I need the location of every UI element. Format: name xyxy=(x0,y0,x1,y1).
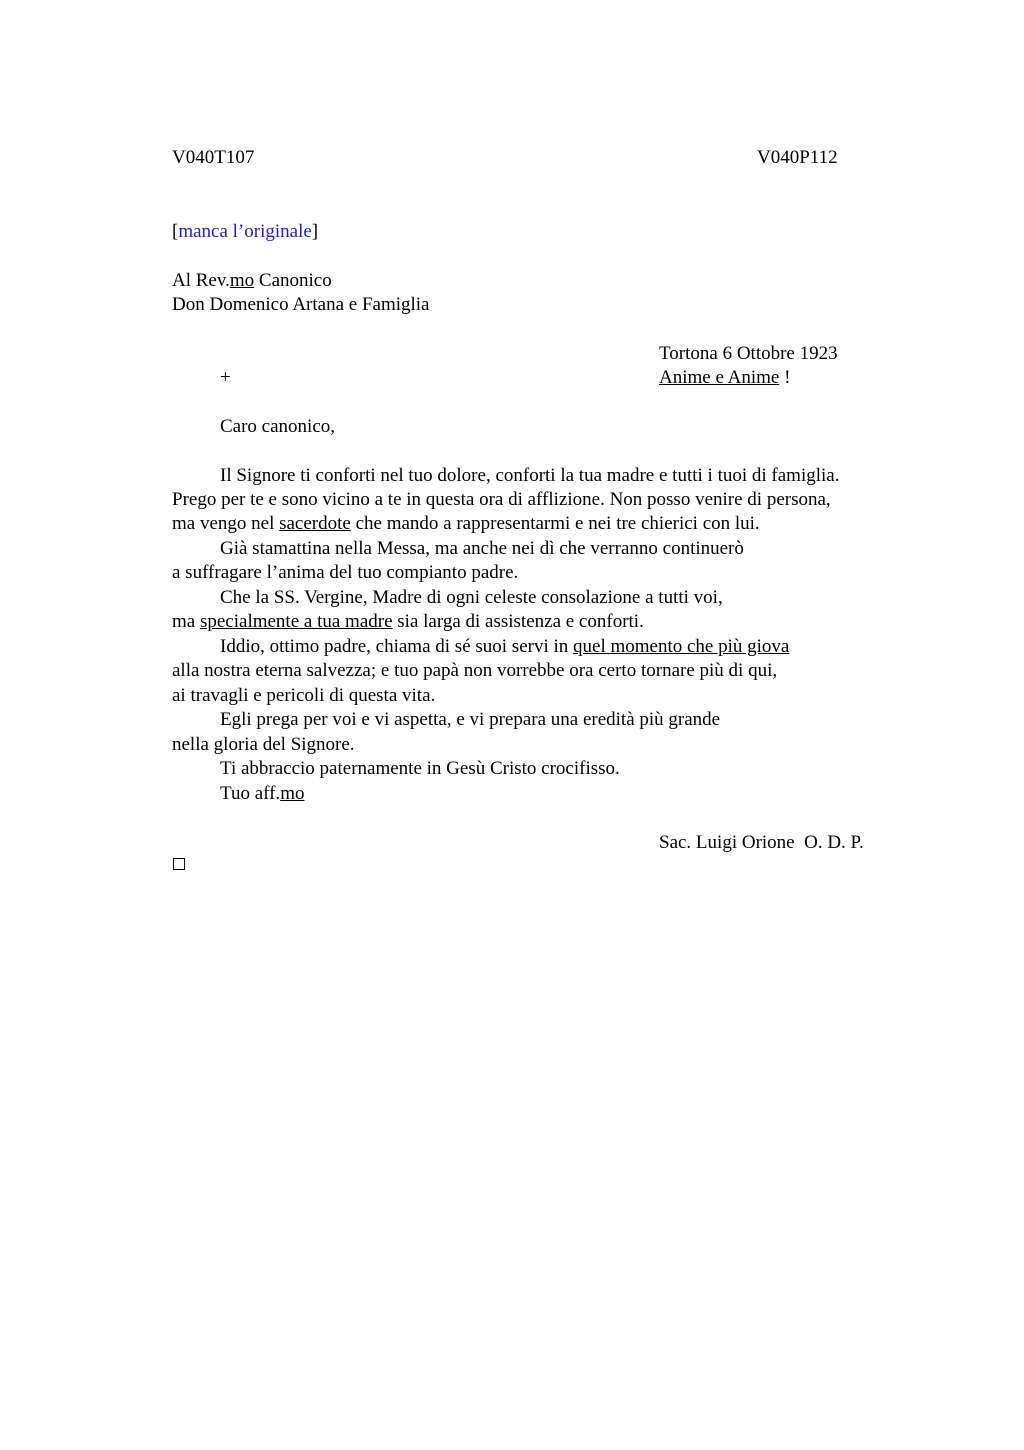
body-text: ma vengo nel xyxy=(172,513,280,534)
closing-suffix: mo xyxy=(280,783,305,804)
body-line: Il Signore ti conforti nel tuo dolore, conforti la tua madre e tutti i tuoi di famiglia. xyxy=(220,465,840,486)
right-document-code: V040P112 xyxy=(757,147,838,168)
addressee-rank: Canonico xyxy=(254,270,332,291)
body-line: ai travagli e pericoli di questa vita. xyxy=(172,685,436,706)
signature: Sac. Luigi Orione O. D. P. xyxy=(659,832,864,853)
body-line: Egli prega per voi e vi aspetta, e vi prepara una eredità più grande xyxy=(220,709,721,730)
place-date: Tortona 6 Ottobre 1923 xyxy=(659,343,838,364)
addressee-line-1 xyxy=(172,269,332,293)
motto xyxy=(659,366,790,390)
motto-exclamation: ! xyxy=(779,367,791,388)
note-text: manca l’originale xyxy=(178,221,312,242)
underlined-text: quel momento che più giova xyxy=(573,636,790,657)
body-text: che mando a rappresentarmi e nei tre chierici con lui. xyxy=(350,513,760,534)
body-line: a suffragare l’anima del tuo compianto padre. xyxy=(172,562,519,583)
body-line: alla nostra eterna salvezza; e tuo papà non vorrebbe ora certo tornare più di qui, xyxy=(172,660,778,681)
body-line: Prego per te e sono vicino a te in questa ora di afflizione. Non posso venire di persona, xyxy=(172,489,831,510)
addressee-line-2: Don Domenico Artana e Famiglia xyxy=(172,294,430,315)
left-document-code: V040T107 xyxy=(172,147,255,168)
note-close-bracket: ] xyxy=(311,221,319,242)
underlined-text: sacerdote xyxy=(279,513,351,534)
body-line: Ti abbraccio paternamente in Gesù Cristo crocifisso. xyxy=(220,758,620,779)
body-line xyxy=(172,512,760,536)
salutation: Caro canonico, xyxy=(220,416,336,437)
body-line: nella gloria del Signore. xyxy=(172,734,355,755)
cross-symbol: + xyxy=(220,367,231,388)
body-line xyxy=(172,610,644,634)
body-line xyxy=(220,635,789,659)
addressee-title-suffix: mo xyxy=(229,270,255,291)
body-line: Che la SS. Vergine, Madre di ogni celeste consolazione a tutti voi, xyxy=(220,587,723,608)
closing-line xyxy=(220,782,304,806)
editorial-note xyxy=(172,220,318,244)
end-marker-square-icon xyxy=(173,858,185,870)
note-open-bracket: [ xyxy=(172,221,179,242)
motto-text: Anime e Anime xyxy=(659,367,780,388)
addressee-title: Al Rev. xyxy=(172,270,230,291)
underlined-text: specialmente a tua madre xyxy=(199,611,393,632)
closing-text: Tuo aff. xyxy=(220,783,281,804)
body-line: Già stamattina nella Messa, ma anche nei dì che verranno continuerò xyxy=(220,538,744,559)
body-text: Iddio, ottimo padre, chiama di sé suoi servi in xyxy=(220,636,574,657)
body-text: sia larga di assistenza e conforti. xyxy=(392,611,644,632)
body-text: ma xyxy=(172,611,200,632)
